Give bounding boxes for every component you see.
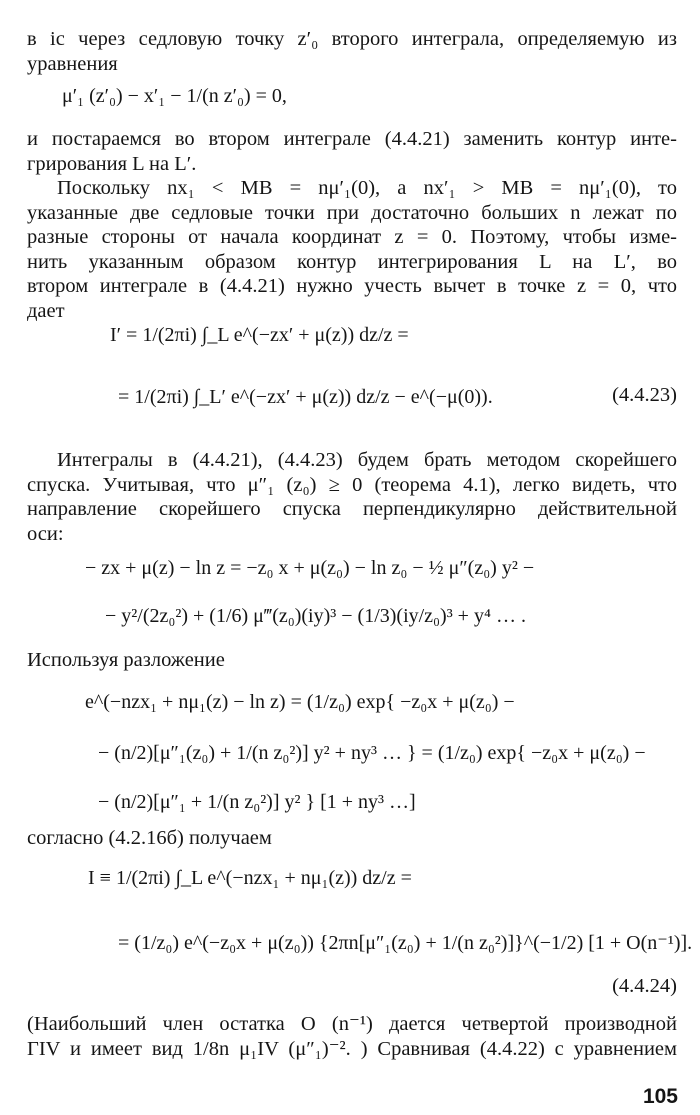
paragraph-6 [27,826,677,851]
text-line: указанные две седловые точки при достаточно больших n лежат по [27,201,677,224]
text-line: Интегралы в (4.4.21), (4.4.23) будем брать методом скорейшего [57,449,677,471]
text-line: Используя разложение [27,649,225,671]
page-number: 105 [642,1085,678,1108]
equation-I-prime-line2: = 1/(2πi) ∫_L′ e^(−zx′ + μ(z)) dz/z − e^(−μ(0)). [118,386,493,408]
paragraph-1 [27,27,677,76]
text-line: нить указанным образом контур интегрирования L на L′, во [27,250,677,273]
text-line: Поскольку nx₁ < MB = nμ′₁(0), а nx′₁ > MB = nμ′₁(0), то [57,177,677,199]
equation-decomposition-line2: − (n/2)[μ″₁(z₀) + 1/(n z₀²)] y² + ny³ … } = (1/z₀) exp{ −z₀x + μ(z₀) − [98,742,646,764]
text-line: и постараемся во втором интеграле (4.4.21) заменить контур инте- [27,128,677,150]
paragraph-4 [27,448,677,546]
equation-I-prime-line1: I′ = 1/(2πi) ∫_L e^(−zx′ + μ(z)) dz/z = [110,324,409,346]
text-line: ΓIV и имеет вид 1/8n μ₁IV (μ″₁)⁻². ) Сравнивая (4.4.22) с уравнением [27,1037,677,1060]
equation-number-4-4-23: (4.4.23) [612,384,677,406]
paragraph-5 [27,648,677,673]
text-line: согласно (4.2.16б) получаем [27,827,272,849]
equation-number-4-4-24: (4.4.24) [612,975,677,997]
equation-saddle-condition: μ′₁ (z′₀) − x′₁ − 1/(n z′₀) = 0, [62,85,287,107]
text-line: направление скорейшего спуска перпендикулярно действительной [27,498,677,520]
text-line: разные стороны от начала координат z = 0. Поэтому, чтобы изме- [27,226,677,248]
equation-decomposition-line3: − (n/2)[μ″₁ + 1/(n z₀²)] y² } [1 + ny³ …] [98,791,416,813]
equation-decomposition-line1: e^(−nzx₁ + nμ₁(z) − ln z) = (1/z₀) exp{ −z₀x + μ(z₀) − [85,691,515,713]
text-line: грирования L на L′. [27,152,197,175]
equation-expansion-line1: − zx + μ(z) − ln z = −z₀ x + μ(z₀) − ln z₀ − ½ μ″(z₀) y² − [85,557,535,579]
equation-expansion-line2: − y²/(2z₀²) + (1/6) μ‴(z₀)(iy)³ − (1/3)(iy/z₀)³ + y⁴ … . [105,605,526,627]
paragraph-7 [27,1012,677,1061]
text-line: дает [27,299,65,322]
text-line: (Наибольший член остатка O (n⁻¹) дается четвертой производной [27,1013,677,1035]
text-line: в ic через седловую точку z′₀ второго интеграла, определяемую из [27,28,677,50]
equation-I-result-line1: I ≡ 1/(2πi) ∫_L e^(−nzx₁ + nμ₁(z)) dz/z = [88,867,412,889]
text-line: втором интеграле в (4.4.21) нужно учесть вычет в точке z = 0, что [27,275,677,297]
paragraph-2 [27,127,677,176]
paragraph-3 [27,176,677,323]
text-line: оси: [27,522,64,545]
text-line: спуска. Учитывая, что μ″₁ (z₀) ≥ 0 (теорема 4.1), легко видеть, что [27,473,677,496]
equation-I-result-line2: = (1/z₀) e^(−z₀x + μ(z₀)) {2πn[μ″₁(z₀) + 1/(n z₀²)]}^(−1/2) [1 + O(n⁻¹)]. [118,932,693,954]
text-line: уравнения [27,52,118,75]
